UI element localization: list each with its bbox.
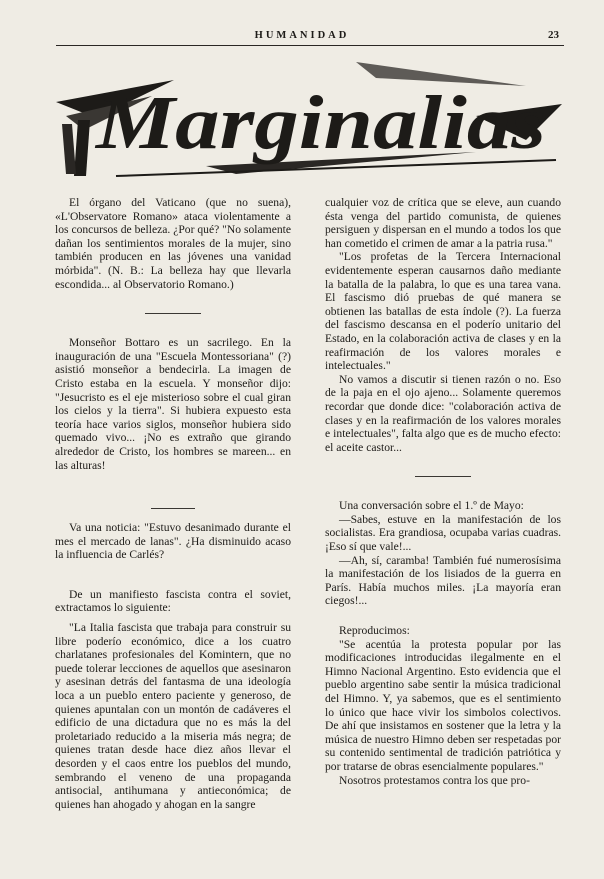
- left-column: [55, 196, 291, 811]
- note-bottaro: Monseñor Bottaro es un sacrilego. En la inauguración de una "Escuela Montessoriana" (?) asistió monseñor a bendecirla. La imagen de Cristo estaba en la escuela. Y monseñor dijo: "Jesucristo es el eje misterioso sobre el cual giran los cielos y la tierra". Si hubiera expuesto esta teoría hace varios siglos, monseñor hubiera sido quemado vivo... ¡No es extraño que girando alrededor de Cristo, los hombres se mareen... en las alturas!: [55, 336, 291, 472]
- running-header-title: HUMANIDAD: [254, 30, 350, 41]
- page-number: 23: [548, 29, 559, 41]
- comment-castor: No vamos a discutir si tienen razón o no. Eso de la paja en el ojo ajeno... Solamente queremos recordar que donde dice: "colaboración activa de clases y en la reafirmación de los valores morales e intelectuales", falta algo que es de mucho efecto: el aceite castor...: [325, 372, 561, 454]
- section-separator: [151, 508, 195, 509]
- section-separator: [415, 476, 471, 477]
- section-banner: [56, 56, 564, 186]
- reproduce-label: Reproducimos:: [339, 624, 410, 638]
- hymn-quote: "Se acentúa la protesta popular por las modificaciones introducidas ilegalmente en el Himno Nacional Argentino. Esto evidencia que el pueblo argentino sabe sentir la música tradicional del Himno. Y, ya sabemos, que es el sentimiento lo único que hace vivir los simbolos colectivos. De ahí que insistamos en sostener que la letra y la música de nuestro Himno deben ser respetadas por su contenido sentimental de tradición patriótica y por tratarse de obras esencialmente populares.": [325, 637, 561, 773]
- note-lanas: Va una noticia: "Estuvo desanimado durante el mes el mercado de lanas". ¿Ha disminuido acaso la influencia de Carlés?: [55, 521, 291, 562]
- conversation-intro: Una conversación sobre el 1.º de Mayo:: [339, 499, 524, 513]
- note-manifesto-intro: De un manifiesto fascista contra el soviet, extractamos lo siguiente:: [55, 587, 291, 615]
- conversation-line-2: —Ah, sí, caramba! También fué numerosísima la manifestación de los lisiados de la guerra en París. Había muchos miles. ¡La mayoría eran ciegos!...: [325, 553, 561, 608]
- conversation-line-1: —Sabes, estuve en la manifestación de los socialistas. Era grandiosa, ocupaba varias cuadras. ¡Eso sí que vale!...: [325, 512, 561, 554]
- banner-shard-3: [74, 120, 90, 176]
- note-vatican: El órgano del Vaticano (que no suena), «L'Observatore Romano» ataca violentamente a los concursos de belleza. ¿Por qué? "No solamente dañan los sentimientos morales de la mujer, sino también producen en las jóvenes una vanidad mórbida". (N. B.: La belleza hay que llevarla escondida... al Observatorio Romano.): [55, 196, 291, 291]
- banner-shard-4: [62, 124, 76, 174]
- banner-title: Marginalias: [94, 81, 547, 165]
- right-column: [325, 196, 561, 787]
- manifesto-continued: cualquier voz de crítica que se eleve, aun cuando ésta venga del partido comunista, de quienes persiguen y dispersan en el mundo a todos los que han cometido el crimen de amar a la patria rusa.": [325, 196, 561, 250]
- manifesto-quote-2: "Los profetas de la Tercera Internacional evidentemente esperan causarnos daño mediante la batalla de la palabra, lo que es una tarea vana. El fascismo dió pruebas de qué manera se obtienen las batallas de esta índole (?). La fuerza del fascismo descansa en el poderío unitario del Estado, en la colaboración activa de clases y en la reafirmación de los valores morales e intelectuales.": [325, 250, 561, 373]
- note-manifesto-quote: "La Italia fascista que trabaja para construir su libre poderío económico, dice a los cuatro charlatanes profesionales del Komintern, que no puede tolerar lecciones de aquellos que asesinaron y asesinan detrás del fantasma de una ideología loca a un pueblo entero paciente y generoso, de quienes apuntalan con un montón de cadáveres el edificio de una dictadura que no es más la del proletariado reducido a la miseria más negra; de quienes tratan desde hace diez años llevar el desorden y el caos entre los pueblos del mundo, sembrando el veneno de una propaganda antisocial, antihumana y antieconómica; de quienes han ahogado y ahogan en la sangre: [55, 621, 291, 811]
- section-separator: [145, 313, 201, 314]
- header-rule: [56, 45, 564, 46]
- banner-art: [56, 56, 564, 186]
- protest-line: Nosotros protestamos contra los que pro-: [339, 773, 530, 787]
